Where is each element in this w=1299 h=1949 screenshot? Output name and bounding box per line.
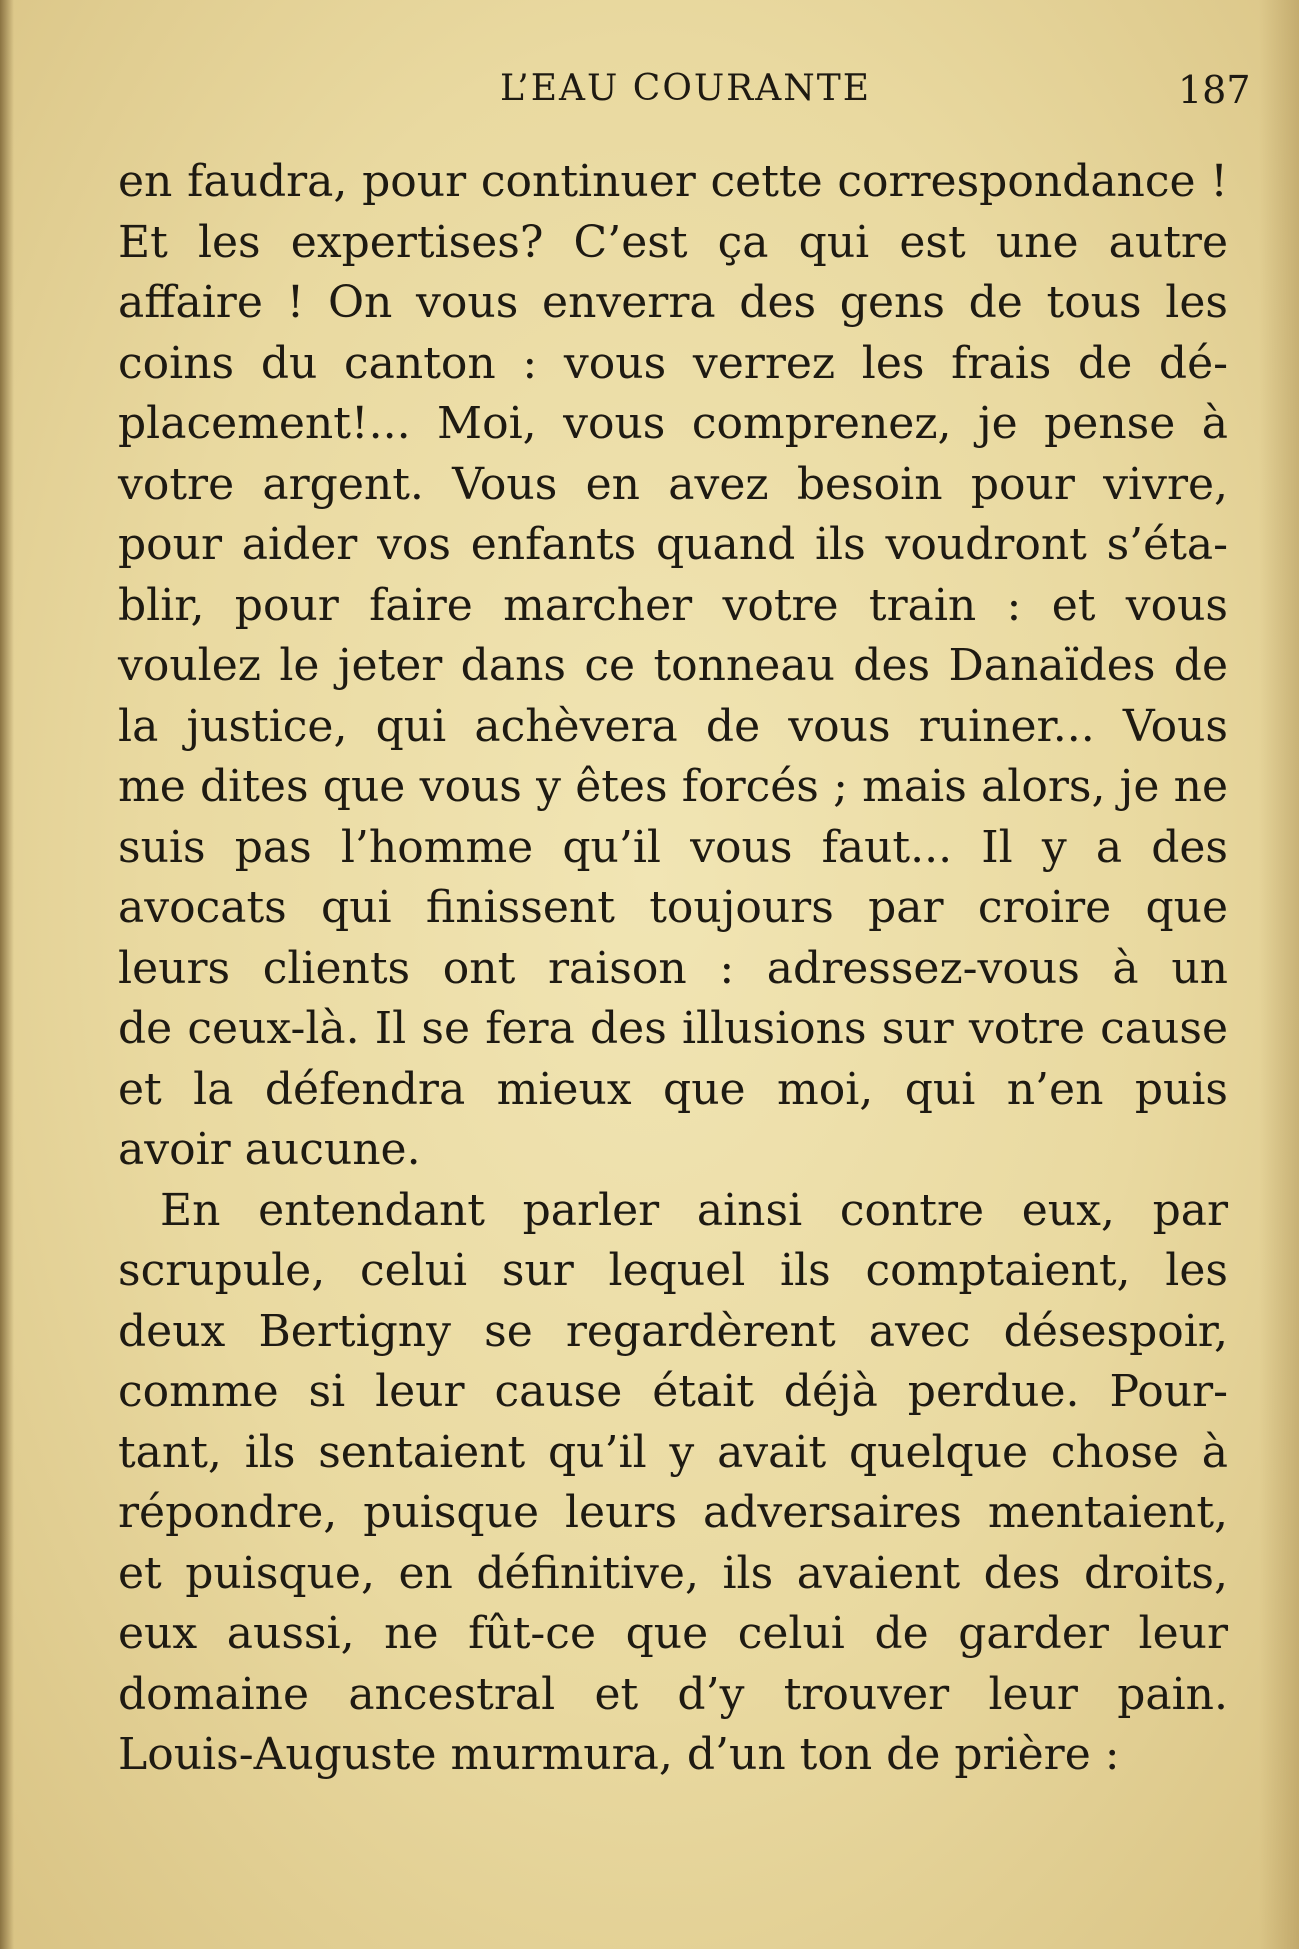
- text-line: et la défendra mieux que moi, qui n’en puis: [118, 1063, 1228, 1115]
- text-line: comme si leur cause était déjà perdue. Pour-: [118, 1366, 1228, 1417]
- text-line: avoir aucune.: [118, 1124, 421, 1175]
- page-shadow-left: [0, 0, 14, 1949]
- page-shadow-right: [1259, 0, 1299, 1949]
- text-line: suis pas l’homme qu’il vous faut... Il y a des: [118, 821, 1228, 873]
- running-head: L’EAU COURANTE: [500, 68, 872, 109]
- text-line: domaine ancestral et d’y trouver leur pain.: [118, 1668, 1228, 1720]
- text-line: avocats qui finissent toujours par croire que: [118, 882, 1228, 933]
- text-line: la justice, qui achèvera de vous ruiner... Vous: [118, 700, 1228, 752]
- text-line: pour aider vos enfants quand ils voudront s’éta-: [118, 519, 1228, 570]
- text-line: placement!... Moi, vous comprenez, je pense à: [118, 398, 1228, 449]
- text-line: scrupule, celui sur lequel ils comptaient, les: [118, 1245, 1228, 1296]
- paragraph: [118, 152, 1228, 1181]
- text-line: coins du canton : vous verrez les frais de dé-: [118, 337, 1228, 389]
- text-line: tant, ils sentaient qu’il y avait quelque chose à: [118, 1426, 1228, 1478]
- text-line: leurs clients ont raison : adressez-vous à un: [118, 942, 1228, 994]
- text-line: eux aussi, ne fût-ce que celui de garder leur: [118, 1608, 1228, 1659]
- text-line: En entendant parler ainsi contre eux, par: [160, 1184, 1228, 1236]
- text-line: voulez le jeter dans ce tonneau des Danaïdes de: [118, 640, 1228, 691]
- text-line: Et les expertises? C’est ça qui est une autre: [118, 216, 1228, 268]
- text-line: en faudra, pour continuer cette correspondance !: [118, 156, 1228, 207]
- text-line: et puisque, en définitive, ils avaient des droits,: [118, 1547, 1228, 1599]
- text-line: blir, pour faire marcher votre train : et vous: [118, 579, 1228, 631]
- text-line: me dites que vous y êtes forcés ; mais alors, je ne: [118, 761, 1228, 812]
- text-line: de ceux-là. Il se fera des illusions sur votre cause: [118, 1003, 1228, 1054]
- body-text: [118, 152, 1228, 1786]
- text-line: Louis-Auguste murmura, d’un ton de prière :: [118, 1729, 1120, 1780]
- page-number: 187: [1178, 68, 1251, 112]
- paragraph: [118, 1181, 1228, 1786]
- text-line: votre argent. Vous en avez besoin pour vivre,: [118, 458, 1228, 510]
- text-line: deux Bertigny se regardèrent avec désespoir,: [118, 1305, 1228, 1357]
- text-line: répondre, puisque leurs adversaires mentaient,: [118, 1487, 1228, 1538]
- text-line: affaire ! On vous enverra des gens de tous les: [118, 277, 1228, 328]
